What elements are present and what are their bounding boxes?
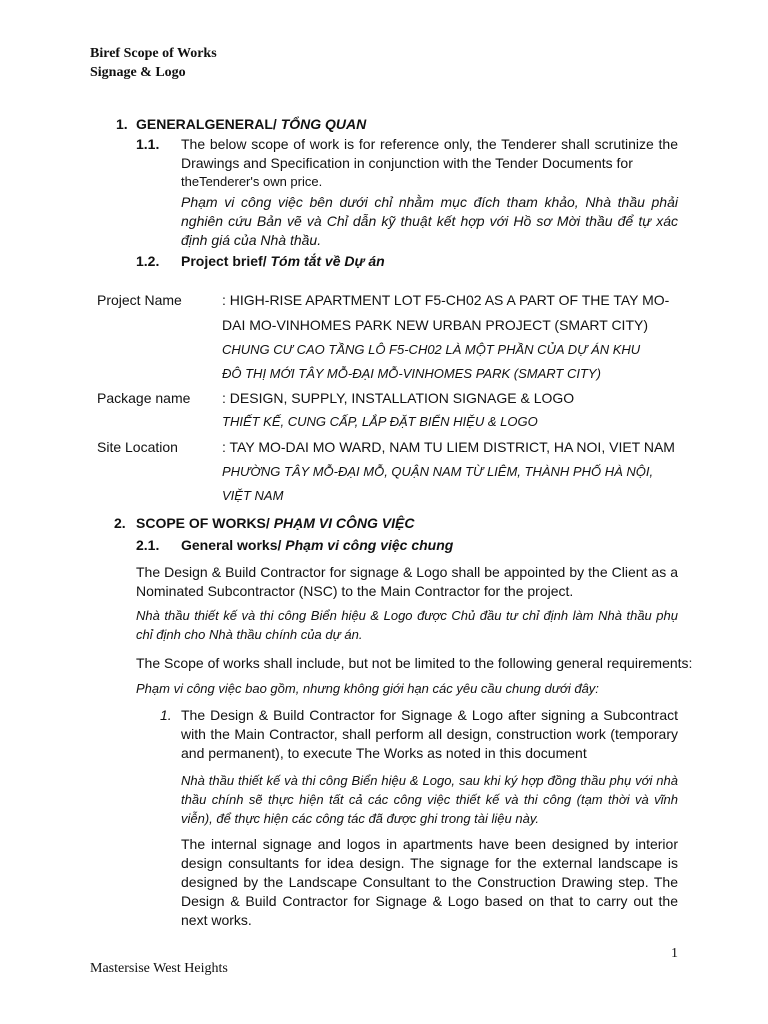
list-item-1-number: 1. (160, 707, 172, 723)
section-1-2-title-vi: Tóm tắt về Dự án (270, 253, 385, 269)
section-2-1-heading (181, 537, 453, 553)
section-1-2-title: Project brief/ (181, 253, 271, 269)
section-2-1-title-vi: Phạm vi công việc chung (285, 537, 454, 553)
site-location-label: Site Location (97, 439, 178, 455)
section-2-title: SCOPE OF WORKS/ (136, 515, 274, 531)
page-number: 1 (671, 946, 678, 961)
section-2-title-vi: PHẠM VI CÔNG VIỆC (273, 515, 415, 531)
scope-paragraph-2-en: The Scope of works shall include, but not be limited to the following general requirements: (136, 655, 693, 671)
project-name-en-1: : HIGH-RISE APARTMENT LOT F5-CH02 AS A PART OF THE TAY MO- (222, 292, 670, 308)
list-item-1-paragraph-2: The internal signage and logos in apartments have been designed by interior design consultants for idea design. The signage for the external landscape is designed by the Landscape Consultant to the Construction Drawing step. The Design & Build Contractor for Signage & Logo based on that to carry out the next works. (181, 836, 678, 928)
section-1-title: GENERALGENERAL/ (136, 116, 281, 132)
list-item-1-text-vi: Nhà thầu thiết kế và thi công Biển hiệu & Logo, sau khi ký hợp đồng thầu phụ với nhà thầu chính sẽ thực hiện tất cả các công việc thiết kế và thi công (tạm thời và vĩnh viễn), để thực hiện các công tác đã được ghi trong tài liệu này. (181, 773, 678, 826)
section-1-1-text-en: The below scope of work is for reference only, the Tenderer shall scrutinize the Drawings and Specification in conjunction with the Tender Documents for (181, 136, 678, 171)
section-1-title-vi: TỔNG QUAN (280, 116, 367, 132)
section-1-number: 1. (116, 116, 128, 132)
project-name-label: Project Name (97, 292, 182, 308)
site-location-en: : TAY MO-DAI MO WARD, NAM TU LIEM DISTRICT, HA NOI, VIET NAM (222, 439, 675, 455)
footer-project-name: Mastersise West Heights (90, 961, 228, 976)
project-name-en-2: DAI MO-VINHOMES PARK NEW URBAN PROJECT (SMART CITY) (222, 317, 649, 333)
package-name-vi: THIẾT KẾ, CUNG CẤP, LẮP ĐẶT BIỂN HIỆU & LOGO (222, 414, 538, 429)
section-2-heading (136, 515, 414, 531)
section-2-1-title: General works/ (181, 537, 286, 553)
scope-paragraph-2-vi: Phạm vi công việc bao gồm, nhưng không giới hạn các yêu cầu chung dưới đây: (136, 681, 599, 696)
document-header-title: Biref Scope of Works (90, 46, 217, 61)
site-location-vi-1: PHƯỜNG TÂY MỖ-ĐẠI MỖ, QUẬN NAM TỪ LIÊM, THÀNH PHỐ HÀ NỘI, (222, 464, 654, 479)
section-1-1-text-vi: Phạm vi công việc bên dưới chỉ nhằm mục đích tham khảo, Nhà thầu phải nghiên cứu Bản vẽ và Chỉ dẫn kỹ thuật kết hợp với Hồ sơ Mời thầu để tự xác định giá của Nhà thầu. (181, 194, 678, 248)
scope-paragraph-1-en: The Design & Build Contractor for signage & Logo shall be appointed by the Client as a Nominated Subcontractor (NSC) to the Main Contractor for the project. (136, 564, 678, 599)
package-name-label: Package name (97, 390, 191, 406)
section-1-1-number: 1.1. (136, 136, 160, 152)
project-name-vi-2: ĐÔ THỊ MỚI TÂY MỖ-ĐẠI MỖ-VINHOMES PARK (SMART CITY) (222, 366, 601, 381)
site-location-vi-2: VIỆT NAM (222, 488, 284, 503)
section-1-heading (136, 116, 366, 132)
package-name-en: : DESIGN, SUPPLY, INSTALLATION SIGNAGE & LOGO (222, 390, 575, 406)
section-2-number: 2. (114, 515, 126, 531)
document-header-subtitle: Signage & Logo (90, 65, 186, 80)
section-1-2-heading (181, 253, 385, 269)
section-2-1-number: 2.1. (136, 537, 160, 553)
section-1-1-text-en-last: theTenderer's own price. (181, 174, 323, 189)
project-name-vi-1: CHUNG CƯ CAO TẦNG LÔ F5-CH02 LÀ MỘT PHẦN CỦA DỰ ÁN KHU (222, 342, 641, 357)
section-1-2-number: 1.2. (136, 253, 160, 269)
list-item-1-text-en: The Design & Build Contractor for Signage & Logo after signing a Subcontract with the Main Contractor, shall perform all design, construction work (temporary and permanent), to execute The Works as noted in this document (181, 707, 678, 761)
scope-paragraph-1-vi: Nhà thầu thiết kế và thi công Biển hiệu & Logo được Chủ đầu tư chỉ định làm Nhà thầu phụ chỉ định cho Nhà thầu chính của dự án. (136, 608, 678, 642)
